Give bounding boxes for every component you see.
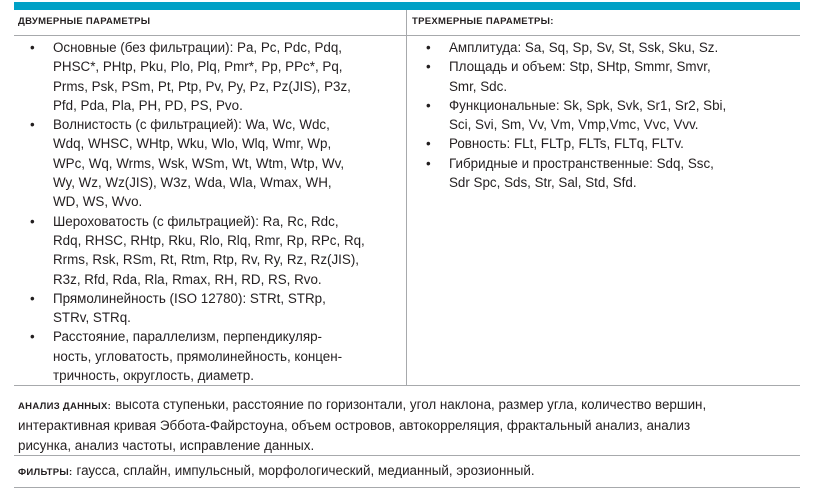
- list-item-line: Гибридные и пространственные: Sdq, Ssc,: [449, 155, 714, 171]
- table-header-row: [14, 10, 800, 36]
- list-item-line: Площадь и объем: Stp, SHtp, Smmr, Smvr,: [449, 59, 711, 75]
- list-item-line: Prms, Psk, PSm, Pt, Ptp, Pv, Py, Pz, Pz(JIS), P3z,: [53, 78, 351, 94]
- list-item-line: Smr, Sdc.: [449, 78, 508, 94]
- list-item-line: Шероховатость (с фильтрацией): Ra, Rc, Rdc,: [53, 213, 339, 229]
- data-analysis-text: высота ступеньки, расстояние по горизонтали, угол наклона, размер угла, количество вершин,: [115, 397, 707, 412]
- divider-line: [14, 385, 800, 386]
- list-item-line: Амплитуда: Sa, Sq, Sp, Sv, St, Ssk, Sku, Sz.: [449, 40, 719, 55]
- list-item-3d-functional: [426, 96, 796, 135]
- header-2d-parameters: ДВУМЕРНЫЕ ПАРАМЕТРЫ: [18, 16, 151, 27]
- list-2d-parameters: [30, 38, 398, 385]
- list-item-line: Sci, Svi, Sm, Vv, Vm, Vmp,Vmc, Vvc, Vvv.: [449, 117, 699, 133]
- column-divider: [406, 10, 407, 385]
- bullet-icon: •: [426, 59, 431, 75]
- divider-line: [14, 487, 800, 488]
- bullet-icon: •: [30, 117, 35, 133]
- bullet-icon: •: [30, 290, 35, 306]
- list-item-2d-geometry: [30, 327, 398, 385]
- list-item-line: Sdr Spc, Sds, Str, Sal, Std, Sfd.: [449, 175, 637, 191]
- list-item-line: Rrms, Rsk, RSm, Rt, Rtm, Rtp, Rv, Ry, Rz, Rz(JIS),: [53, 252, 359, 268]
- data-analysis-line: рисунка, анализ частоты, исправление данных.: [18, 437, 315, 453]
- list-item-3d-amplitude: [426, 38, 796, 57]
- bullet-icon: •: [30, 213, 35, 229]
- list-item-line: Волнистость (с фильтрацией): Wa, Wc, Wdc,: [53, 117, 330, 133]
- list-item-line: Расстояние, параллелизм, перпендикуляр-: [53, 329, 322, 345]
- list-item-line: WD, WS, Wvo.: [53, 194, 143, 210]
- list-item-line: Прямолинейность (ISO 12780): STRt, STRp,: [53, 290, 326, 306]
- list-item-2d-straightness: [30, 289, 398, 328]
- divider-line: [14, 455, 800, 456]
- list-item-line: Wy, Wz, Wz(JIS), W3z, Wda, Wla, Wmax, WH,: [53, 175, 332, 191]
- list-item-3d-flatness: [426, 134, 796, 153]
- list-3d-parameters: [426, 38, 796, 192]
- list-item-line: Pfd, Pda, Pla, PH, PD, PS, Pvo.: [53, 97, 243, 113]
- list-item-line: Функциональные: Sk, Spk, Svk, Sr1, Sr2, Sbi,: [449, 97, 727, 113]
- list-item-line: Rdq, RHSC, RHtp, Rku, Rlo, Rlq, Rmr, Rp, RPc, Rq,: [53, 232, 365, 248]
- list-item-3d-area-volume: [426, 57, 796, 96]
- data-analysis-section: [18, 395, 802, 455]
- list-item-line: STRv, STRq.: [53, 310, 131, 326]
- list-item-2d-waviness: [30, 115, 398, 211]
- list-item-3d-hybrid: [426, 154, 796, 193]
- accent-bar: [14, 2, 800, 10]
- data-analysis-label: АНАЛИЗ ДАННЫХ:: [18, 401, 112, 412]
- data-analysis-line: интерактивная кривая Эббота-Файрстоуна, объем островов, автокорреляция, фрактальный анализ, анализ: [18, 418, 691, 434]
- list-item-line: Wdq, WHSC, WHtp, Wku, Wlo, Wlq, Wmr, Wp,: [53, 136, 332, 152]
- filters-text: гаусса, сплайн, импульсный, морфологический, медианный, эрозионный.: [76, 463, 535, 478]
- list-item-line: тричность, округлость, диаметр.: [53, 368, 254, 384]
- filters-section: [18, 461, 802, 482]
- bullet-icon: •: [30, 40, 35, 55]
- list-item-2d-roughness: [30, 212, 398, 289]
- list-item-line: PHSC*, PHtp, Pku, Plo, Plq, Pmr*, Pp, PPc*, Pq,: [53, 59, 343, 75]
- header-3d-parameters: ТРЕХМЕРНЫЕ ПАРАМЕТРЫ:: [412, 16, 554, 27]
- list-item-line: Ровность: FLt, FLTp, FLTs, FLTq, FLTv.: [449, 136, 684, 152]
- bullet-icon: •: [30, 329, 35, 345]
- bullet-icon: •: [426, 136, 431, 152]
- list-item-line: ность, угловатость, прямолинейность, концен-: [53, 348, 343, 364]
- data-analysis-line: [18, 395, 802, 416]
- list-item-2d-basic: [30, 38, 398, 115]
- bullet-icon: •: [426, 40, 431, 55]
- filters-label: ФИЛЬТРЫ:: [18, 467, 73, 478]
- list-item-line: Основные (без фильтрации): Pa, Pc, Pdc, Pdq,: [53, 40, 342, 55]
- list-item-line: R3z, Rfd, Rda, Rla, Rmax, RH, RD, RS, Rvo.: [53, 271, 322, 287]
- list-item-line: WPc, Wq, Wrms, Wsk, WSm, Wt, Wtm, Wtp, Wv,: [53, 155, 345, 171]
- bullet-icon: •: [426, 97, 431, 113]
- bullet-icon: •: [426, 155, 431, 171]
